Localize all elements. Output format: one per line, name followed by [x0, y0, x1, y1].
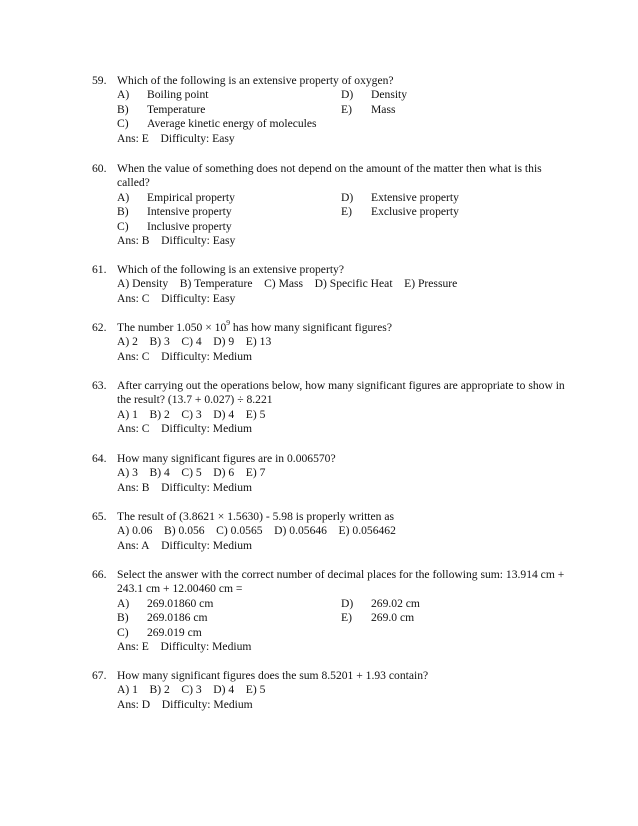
- question-text: Which of the following is an extensive property?: [117, 263, 344, 276]
- options-line: A) 0.06 B) 0.056 C) 0.0565 D) 0.05646 E) 0.056462: [117, 524, 396, 538]
- option-letter: A): [117, 190, 130, 204]
- difficulty: Difficulty: Medium: [161, 697, 253, 711]
- option-letter: A): [117, 88, 130, 102]
- option-letter: C): [117, 219, 129, 233]
- option-text: Density: [371, 88, 408, 102]
- option-text: 269.02 cm: [371, 596, 420, 610]
- question-text: After carrying out the operations below, how many significant figures are appropriate to show in the result? (13.7 + 0.027) ÷ 8.221: [117, 379, 565, 407]
- question-text: How many significant figures does the sum 8.5201 + 1.93 contain?: [117, 669, 429, 682]
- question-stem: [92, 669, 572, 683]
- answer-key: Ans: A: [117, 538, 150, 552]
- option-text: Mass: [371, 102, 396, 116]
- option-text: 269.0186 cm: [147, 611, 208, 625]
- answer-line: [92, 292, 572, 306]
- options-line: A) 3 B) 4 C) 5 D) 6 E) 7: [117, 466, 266, 480]
- option-text: Average kinetic energy of molecules: [147, 117, 317, 131]
- option-letter: B): [117, 611, 129, 625]
- question-number: 61.: [92, 263, 107, 276]
- answer-key: Ans: C: [117, 291, 150, 305]
- difficulty: Difficulty: Easy: [160, 131, 235, 145]
- answer-key: Ans: B: [117, 233, 150, 247]
- option-text: 269.01860 cm: [147, 596, 214, 610]
- answer-key: Ans: E: [117, 639, 149, 653]
- difficulty: Difficulty: Easy: [161, 291, 236, 305]
- option-text: Inclusive property: [147, 219, 232, 233]
- option-row: [92, 88, 572, 102]
- options-line: A) 1 B) 2 C) 3 D) 4 E) 5: [117, 407, 266, 421]
- option-text: Temperature: [147, 102, 206, 116]
- question-number: 65.: [92, 510, 107, 523]
- answer-line: [92, 234, 572, 248]
- question-text: Select the answer with the correct number of decimal places for the following sum: 13.914 cm + 243.1 cm + 12.00460 cm =: [117, 568, 565, 596]
- answer-key: Ans: B: [117, 480, 150, 494]
- answer-line: [92, 640, 572, 654]
- answer-line: [92, 422, 572, 436]
- difficulty: Difficulty: Easy: [161, 233, 236, 247]
- question-stem: [92, 263, 572, 277]
- options-line: A) 2 B) 3 C) 4 D) 9 E) 13: [117, 335, 272, 349]
- option-text: Exclusive property: [371, 205, 459, 219]
- question-60: [92, 162, 572, 248]
- answer-line: [92, 481, 572, 495]
- option-row: [92, 205, 572, 219]
- question-stem: [92, 379, 572, 408]
- question-number: 60.: [92, 162, 107, 175]
- answer-line: [92, 539, 572, 553]
- question-text: Which of the following is an extensive property of oxygen?: [117, 74, 394, 87]
- option-text: Intensive property: [147, 205, 232, 219]
- question-59: [92, 74, 572, 146]
- question-text: When the value of something does not depend on the amount of the matter then what is this called?: [117, 162, 542, 190]
- option-row: [92, 611, 572, 625]
- option-row: [92, 597, 572, 611]
- option-text: 269.019 cm: [147, 625, 202, 639]
- difficulty: Difficulty: Medium: [161, 538, 253, 552]
- difficulty: Difficulty: Medium: [160, 639, 252, 653]
- question-62: [92, 318, 572, 364]
- question-stem: [92, 568, 572, 597]
- option-letter: C): [117, 117, 129, 131]
- question-number: 59.: [92, 74, 107, 87]
- question-61: [92, 263, 572, 306]
- option-text: Empirical property: [147, 190, 235, 204]
- question-stem: [92, 452, 572, 466]
- option-text: Extensive property: [371, 190, 459, 204]
- answer-key: Ans: C: [117, 349, 150, 363]
- option-letter: B): [117, 205, 129, 219]
- option-row: [92, 220, 572, 234]
- question-text: The result of (3.8621 × 1.5630) - 5.98 is properly written as: [117, 510, 395, 523]
- answer-line: [92, 350, 572, 364]
- question-text-before: The number 1.050 × 10: [117, 321, 227, 334]
- question-stem: [92, 510, 572, 524]
- question-number: 64.: [92, 452, 107, 465]
- answer-key: Ans: C: [117, 422, 150, 436]
- question-number: 63.: [92, 379, 107, 392]
- answer-line: [92, 132, 572, 146]
- question-65: [92, 510, 572, 553]
- option-letter: C): [117, 625, 129, 639]
- question-text: How many significant figures are in 0.006570?: [117, 452, 336, 465]
- option-letter: E): [341, 102, 352, 116]
- option-row: [92, 117, 572, 131]
- question-stem: [92, 162, 572, 191]
- answer-key: Ans: E: [117, 131, 149, 145]
- difficulty: Difficulty: Medium: [161, 349, 253, 363]
- question-text-after: has how many significant figures?: [230, 321, 392, 334]
- question-number: 66.: [92, 568, 107, 581]
- option-letter: D): [341, 190, 354, 204]
- option-letter: D): [341, 88, 354, 102]
- difficulty: Difficulty: Medium: [161, 480, 253, 494]
- option-text: 269.0 cm: [371, 611, 415, 625]
- options-line: A) Density B) Temperature C) Mass D) Specific Heat E) Pressure: [117, 277, 458, 291]
- option-row: [92, 103, 572, 117]
- question-64: [92, 452, 572, 495]
- option-text: Boiling point: [147, 88, 209, 102]
- options-line: A) 1 B) 2 C) 3 D) 4 E) 5: [117, 683, 266, 697]
- option-letter: E): [341, 611, 352, 625]
- question-63: [92, 379, 572, 437]
- option-row: [92, 191, 572, 205]
- option-letter: E): [341, 205, 352, 219]
- answer-line: [92, 698, 572, 712]
- option-letter: B): [117, 102, 129, 116]
- option-row: [92, 626, 572, 640]
- question-66: [92, 568, 572, 654]
- question-number: 62.: [92, 321, 107, 334]
- exponent: 9: [226, 318, 231, 328]
- option-letter: D): [341, 596, 354, 610]
- question-number: 67.: [92, 669, 107, 682]
- question-stem: [92, 318, 572, 335]
- question-67: [92, 669, 572, 712]
- question-stem: [92, 74, 572, 88]
- option-letter: A): [117, 596, 130, 610]
- difficulty: Difficulty: Medium: [161, 422, 253, 436]
- answer-key: Ans: D: [117, 697, 151, 711]
